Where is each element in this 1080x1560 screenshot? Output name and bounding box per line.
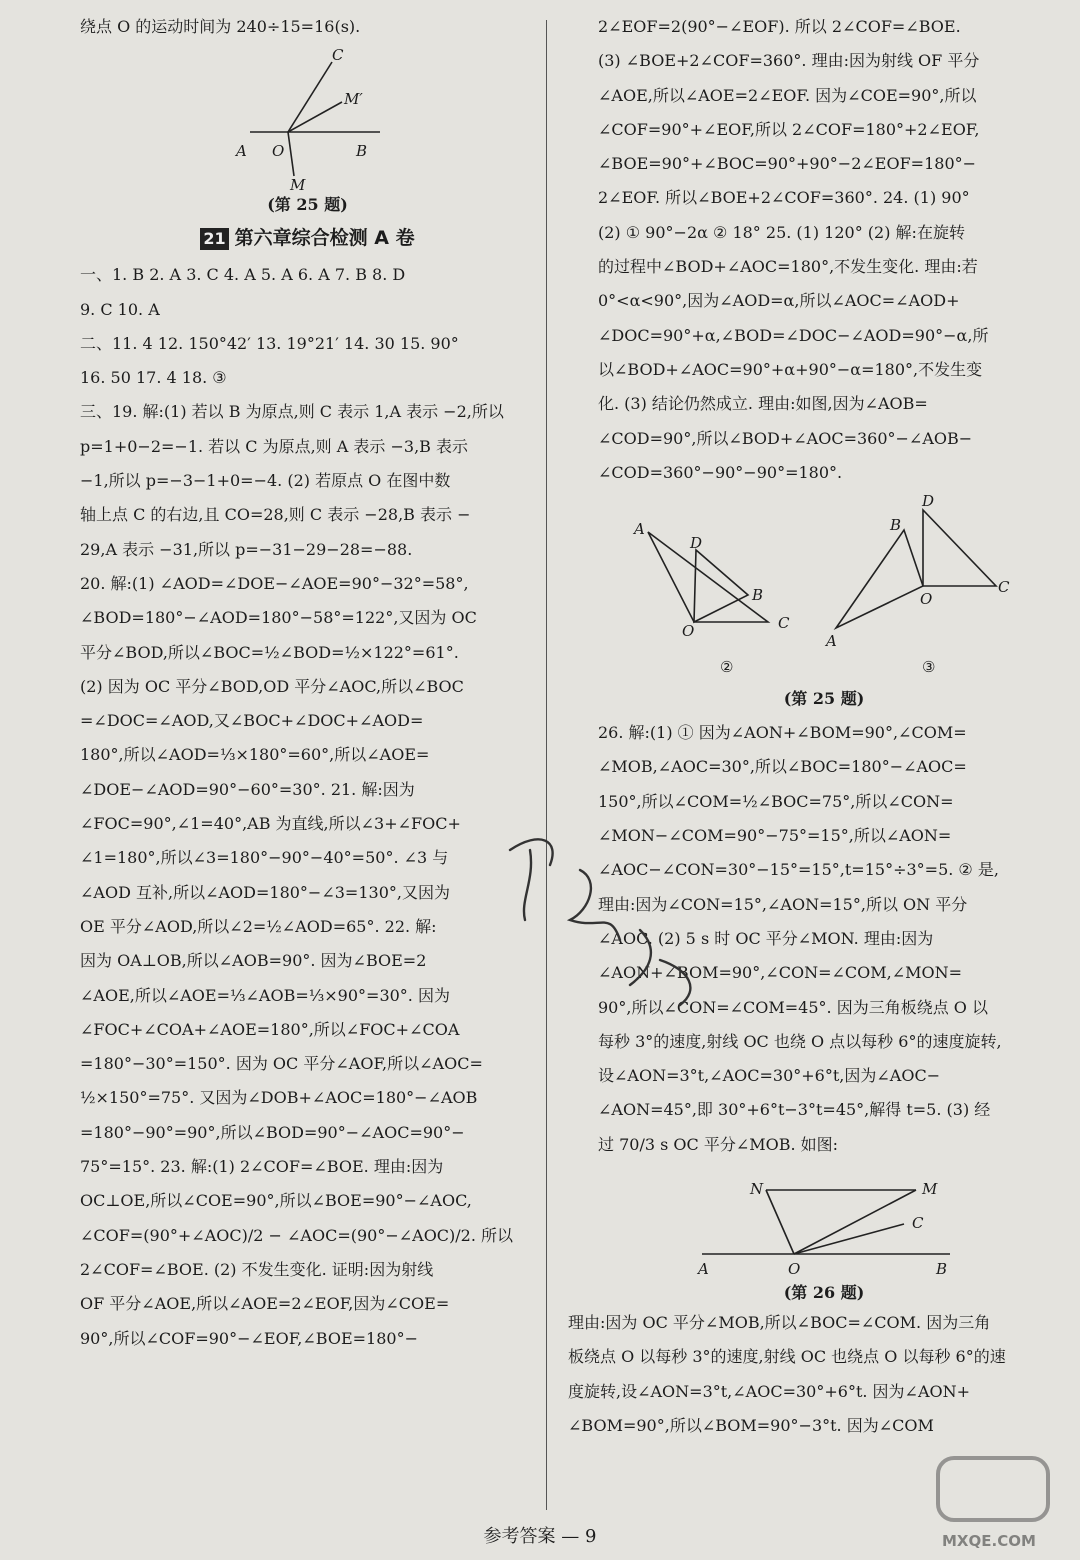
figure-25b xyxy=(598,490,1050,686)
text-line: 三、19. 解:(1) 若以 B 为原点,则 C 表示 1,A 表示 −2,所以 xyxy=(80,402,504,422)
label-m-prime: M′ xyxy=(344,90,363,109)
text-line: 2∠EOF=2(90°−∠EOF). 所以 2∠COF=∠BOE. xyxy=(598,17,961,36)
label-m: M xyxy=(922,1180,938,1199)
section-title: 第六章综合检测 A 卷 xyxy=(234,227,415,250)
text-line: 平分∠BOD,所以∠BOC=½∠BOD=½×122°=61°. xyxy=(80,642,459,662)
text-line: =180°−90°=90°,所以∠BOD=90°−∠AOC=90°− xyxy=(80,1122,465,1142)
text-line: ∠AOC−∠CON=30°−15°=15°,t=15°÷3°=5. ② 是, xyxy=(598,860,999,880)
text-line: ∠DOE−∠AOD=90°−60°=30°. 21. 解:因为 xyxy=(80,779,415,799)
text-line: 2∠EOF. 所以∠BOE+2∠COF=360°. 24. (1) 90° xyxy=(598,188,970,208)
text-line: ∠MON−∠COM=90°−75°=15°,所以∠AON= xyxy=(598,826,952,846)
figure-25a-diagram xyxy=(80,44,535,192)
text-line: OE 平分∠AOD,所以∠2=½∠AOD=65°. 22. 解: xyxy=(80,916,437,936)
label-o: O xyxy=(272,142,285,161)
label-b: B xyxy=(936,1260,948,1279)
text-line: (3) ∠BOE+2∠COF=360°. 理由:因为射线 OF 平分 xyxy=(598,51,980,71)
figure-25b-diagram xyxy=(598,490,1050,686)
figure-26-diagram xyxy=(598,1162,1050,1280)
text-line: 因为 OA⊥OB,所以∠AOB=90°. 因为∠BOE=2 xyxy=(80,951,427,971)
sub-figure-2: ② xyxy=(720,658,734,677)
text-line: 以∠BOD+∠AOC=90°+α+90°−α=180°,不发生变 xyxy=(598,359,983,379)
label-c: C xyxy=(998,578,1010,597)
right-text-block-top xyxy=(598,10,1050,490)
label-c: C xyxy=(332,46,344,65)
text-line: 29,A 表示 −31,所以 p=−31−29−28=−88. xyxy=(80,539,413,559)
text-line: ∠AOE,所以∠AOE=2∠EOF. 因为∠COE=90°,所以 xyxy=(598,85,977,105)
figure-25a xyxy=(80,44,535,192)
label-c: C xyxy=(912,1214,924,1233)
text-line: ∠FOC=90°,∠1=40°,AB 为直线,所以∠3+∠FOC+ xyxy=(80,814,461,834)
text-line: =180°−30°=150°. 因为 OC 平分∠AOF,所以∠AOC= xyxy=(80,1054,483,1074)
text-line: 20. 解:(1) ∠AOD=∠DOE−∠AOE=90°−32°=58°, xyxy=(80,573,469,593)
label-a: A xyxy=(826,632,837,651)
figure-caption: (第 25 题) xyxy=(783,689,865,709)
text-line: 的过程中∠BOD+∠AOC=180°,不发生变化. 理由:若 xyxy=(598,257,978,277)
text-line: 绕点 O 的运动时间为 240÷15=16(s). xyxy=(80,17,361,36)
label-c: C xyxy=(778,614,790,633)
label-a: A xyxy=(698,1260,709,1279)
text-line: 16. 50 17. 4 18. ③ xyxy=(80,368,227,388)
text-line: 26. 解:(1) ① 因为∠AON+∠BOM=90°,∠COM= xyxy=(598,723,967,743)
text-line: OF 平分∠AOE,所以∠AOE=2∠EOF,因为∠COE= xyxy=(80,1294,450,1314)
text-line: 2∠COF=∠BOE. (2) 不发生变化. 证明:因为射线 xyxy=(80,1259,434,1279)
text-line: 设∠AON=3°t,∠AOC=30°+6°t,因为∠AOC− xyxy=(598,1066,941,1086)
text-line: ∠COF=90°+∠EOF,所以 2∠COF=180°+2∠EOF, xyxy=(598,119,980,139)
text-line: (2) ① 90°−2α ② 18° 25. (1) 120° (2) 解:在旋转 xyxy=(598,222,965,242)
text-line: (2) 因为 OC 平分∠BOD,OD 平分∠AOC,所以∠BOC xyxy=(80,676,464,696)
label-a: A xyxy=(236,142,247,161)
text-line: ∠DOC=90°+α,∠BOD=∠DOC−∠AOD=90°−α,所 xyxy=(598,325,989,345)
label-d: D xyxy=(690,534,703,553)
text-line: ∠AOD 互补,所以∠AOD=180°−∠3=130°,又因为 xyxy=(80,882,450,902)
text-line: ∠BOE=90°+∠BOC=90°+90°−2∠EOF=180°− xyxy=(598,154,977,174)
text-line: ∠AOC. (2) 5 s 时 OC 平分∠MON. 理由:因为 xyxy=(598,928,934,948)
text-line: ∠AON=45°,即 30°+6°t−3°t=45°,解得 t=5. (3) 经 xyxy=(598,1100,991,1120)
text-line: =∠DOC=∠AOD,又∠BOC+∠DOC+∠AOD= xyxy=(80,711,424,731)
handwriting-mark xyxy=(490,820,730,1010)
text-line: ∠1=180°,所以∠3=180°−90°−40°=50°. ∠3 与 xyxy=(80,848,449,868)
label-n: N xyxy=(750,1180,764,1199)
text-line: 度旋转,设∠AON=3°t,∠AOC=30°+6°t. 因为∠AON+ xyxy=(568,1381,971,1401)
figure-caption: (第 25 题) xyxy=(267,195,348,215)
text-line: ∠COF=(90°+∠AOC)/2 − ∠AOC=(90°−∠AOC)/2. 所以 xyxy=(80,1225,514,1245)
label-b: B xyxy=(890,516,902,535)
text-line: ∠COD=360°−90°−90°=180°. xyxy=(598,462,843,482)
text-line: 过 70/3 s OC 平分∠MOB. 如图: xyxy=(598,1134,839,1154)
text-line: ½×150°=75°. 又因为∠DOB+∠AOC=180°−∠AOB xyxy=(80,1088,478,1108)
text-line: 150°,所以∠COM=½∠BOC=75°,所以∠CON= xyxy=(598,791,954,811)
text-line: 理由:因为∠CON=15°,∠AON=15°,所以 ON 平分 xyxy=(598,894,968,914)
label-o: O xyxy=(788,1260,801,1279)
column-divider xyxy=(546,20,547,1510)
text-line: ∠MOB,∠AOC=30°,所以∠BOC=180°−∠AOC= xyxy=(598,757,967,777)
right-text-block-bottom xyxy=(568,1306,1050,1443)
text-line: 一、1. B 2. A 3. C 4. A 5. A 6. A 7. B 8. D xyxy=(80,265,406,285)
watermark-logo xyxy=(928,1452,1058,1556)
label-d: D xyxy=(922,492,935,511)
text-line: p=1+0−2=−1. 若以 C 为原点,则 A 表示 −3,B 表示 xyxy=(80,436,468,456)
text-line: 75°=15°. 23. 解:(1) 2∠COF=∠BOE. 理由:因为 xyxy=(80,1157,444,1177)
text-line: 轴上点 C 的右边,且 CO=28,则 C 表示 −28,B 表示 − xyxy=(80,505,471,525)
text-line: ∠AOE,所以∠AOE=⅓∠AOB=⅓×90°=30°. 因为 xyxy=(80,985,450,1005)
text-line: ∠BOD=180°−∠AOD=180°−58°=122°,又因为 OC xyxy=(80,608,477,628)
figure-caption: (第 26 题) xyxy=(783,1283,865,1303)
right-column xyxy=(568,10,1050,1443)
text-line: OC⊥OE,所以∠COE=90°,所以∠BOE=90°−∠AOC, xyxy=(80,1191,472,1211)
text-line: 90°,所以∠COF=90°−∠EOF,∠BOE=180°− xyxy=(80,1328,418,1348)
text-line: 化. (3) 结论仍然成立. 理由:如图,因为∠AOB= xyxy=(598,394,928,414)
text-line: 90°,所以∠CON=∠COM=45°. 因为三角板绕点 O 以 xyxy=(598,997,988,1017)
left-column xyxy=(80,10,535,1356)
text-line: 每秒 3°的速度,射线 OC 也绕 O 点以每秒 6°的速度旋转, xyxy=(598,1031,1002,1051)
text-line: ∠COD=90°,所以∠BOD+∠AOC=360°−∠AOB− xyxy=(598,428,973,448)
text-line: ∠AON+∠BOM=90°,∠CON=∠COM,∠MON= xyxy=(598,963,963,983)
text-line: 9. C 10. A xyxy=(80,299,160,319)
watermark-text: MXQE.COM xyxy=(942,1532,1036,1550)
page-footer: 参考答案 — 9 xyxy=(483,1526,597,1547)
text-line: 180°,所以∠AOD=⅓×180°=60°,所以∠AOE= xyxy=(80,745,430,765)
sub-figure-3: ③ xyxy=(922,658,936,677)
section-heading xyxy=(80,218,535,258)
figure-26 xyxy=(598,1162,1050,1280)
text-line: 二、11. 4 12. 150°42′ 13. 19°21′ 14. 30 15. 90° xyxy=(80,333,459,353)
text-line: 板绕点 O 以每秒 3°的速度,射线 OC 也绕点 O 以每秒 6°的速 xyxy=(568,1347,1006,1367)
label-a: A xyxy=(634,520,645,539)
left-text-block xyxy=(80,258,535,1356)
label-o: O xyxy=(920,590,933,609)
text-line: −1,所以 p=−3−1+0=−4. (2) 若原点 O 在图中数 xyxy=(80,471,451,491)
label-b: B xyxy=(752,586,764,605)
text-line: ∠FOC+∠COA+∠AOE=180°,所以∠FOC+∠COA xyxy=(80,1019,460,1039)
text-line: 理由:因为 OC 平分∠MOB,所以∠BOC=∠COM. 因为三角 xyxy=(568,1313,991,1333)
label-o: O xyxy=(682,622,695,641)
label-b: B xyxy=(356,142,368,161)
section-number: 21 xyxy=(200,228,228,250)
text-line: 0°<α<90°,因为∠AOD=α,所以∠AOC=∠AOD+ xyxy=(598,291,960,311)
text-line: ∠BOM=90°,所以∠BOM=90°−3°t. 因为∠COM xyxy=(568,1415,934,1435)
label-m: M xyxy=(290,176,306,193)
